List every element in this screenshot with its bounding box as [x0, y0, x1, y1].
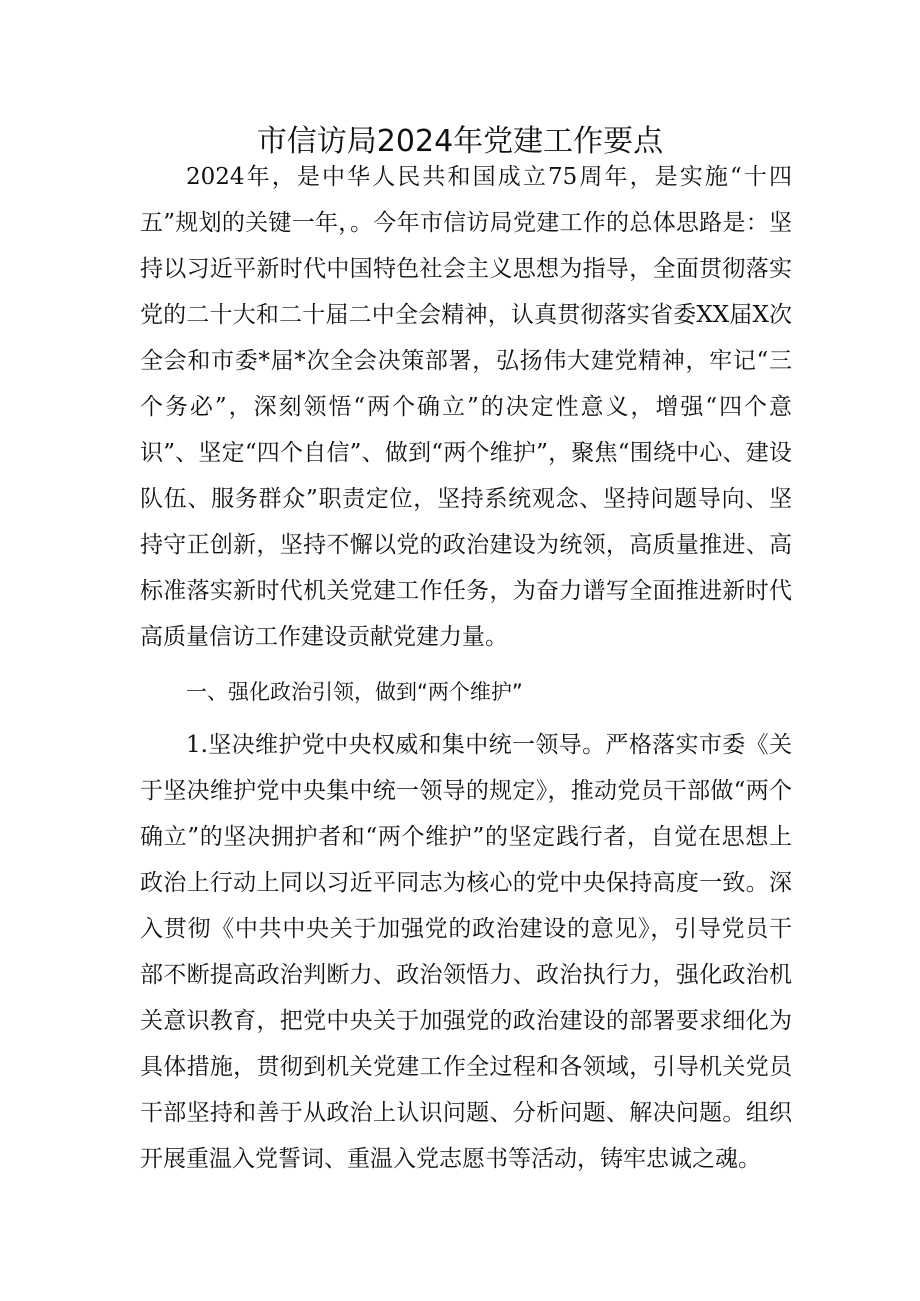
- intro-paragraph: 2024年，是中华人民共和国成立75周年，是实施“十四五”规划的关键一年，。今年市信访局党建工作的总体思路是：坚持以习近平新时代中国特色社会主义思想为指导，全面贯彻落实党的二十大和二十届二中全会精神，认真贯彻落实省委XX届X次全会和市委*届*次全会决策部署，弘扬伟大建党精神，牢记“三个务必”，深刻领悟“两个确立”的决定性意义，增强“四个意识”、坚定“四个自信”、做到“两个维护”，聚焦“围绕中心、建设队伍、服务群众”职责定位，坚持系统观念、坚持问题导向、坚持守正创新，坚持不懈以党的政治建设为统领，高质量推进、高标准落实新时代机关党建工作任务，为奋力谱写全面推进新时代高质量信访工作建设贡献党建力量。: [140, 164, 792, 650]
- document-title: 市信访局2024年党建工作要点: [256, 124, 664, 159]
- section-heading: 一、强化政治引领，做到“两个维护”: [186, 680, 523, 704]
- item-paragraph: 1.坚决维护党中央权威和集中统一领导。严格落实市委《关于坚决维护党中央集中统一领导的规定》，推动党员干部做“两个确立”的坚决拥护者和“两个维护”的坚定践行者，自觉在思想上政治上行动上同以习近平同志为核心的党中央保持高度一致。深入贯彻《中共中央关于加强党的政治建设的意见》，引导党员干部不断提高政治判断力、政治领悟力、政治执行力，强化政治机关意识教育，把党中央关于加强党的政治建设的部署要求细化为具体措施，贯彻到机关党建工作全过程和各领域，引导机关党员干部坚持和善于从政治上认识问题、分析问题、解决问题。组织开展重温入党誓词、重温入党志愿书等活动，铸牢忠诚之魂。: [140, 732, 792, 1172]
